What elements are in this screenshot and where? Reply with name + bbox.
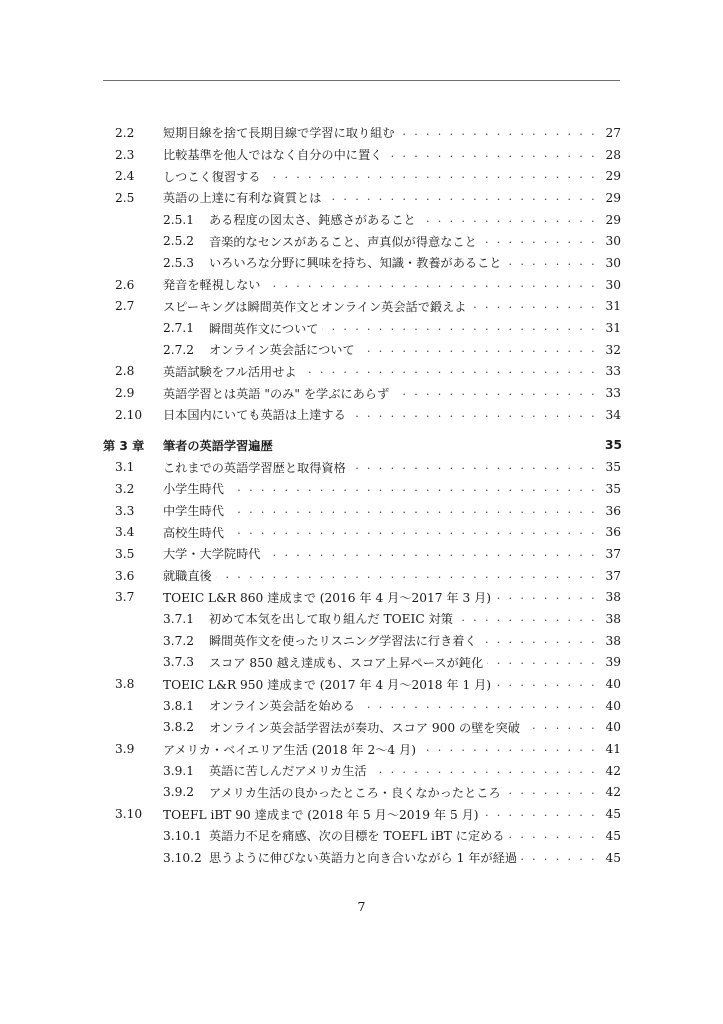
toc-entry[interactable] xyxy=(103,144,621,166)
toc-entry-page: 41 xyxy=(605,742,621,757)
dot-leader xyxy=(359,343,597,357)
toc-entry-page: 37 xyxy=(605,546,621,561)
toc-entry-title: TOEIC L&R 860 達成まで (2016 年 4 月〜2017 年 3 月) xyxy=(163,589,495,606)
toc-entry[interactable] xyxy=(103,456,621,478)
toc-entry-number: 2.7 xyxy=(115,299,135,314)
toc-entry-title: 思うように伸びない英語力と向き合いながら 1 年が経過 xyxy=(209,849,521,866)
toc-entry-page: 42 xyxy=(605,785,621,800)
toc-entry-title: スコア 850 越え達成も、スコア上昇ペースが鈍化 xyxy=(209,654,487,671)
dot-leader xyxy=(481,634,597,648)
toc-entry-number: 3.2 xyxy=(115,481,135,496)
toc-entry[interactable] xyxy=(103,187,621,209)
toc-entry-page: 42 xyxy=(605,763,621,778)
header-rule xyxy=(103,80,620,81)
toc-entry-page: 45 xyxy=(605,828,621,843)
toc-entry-title: 日本国内にいても英語は上達する xyxy=(163,406,350,423)
toc-entry-number: 3.7.2 xyxy=(163,633,195,648)
toc-entry-page: 40 xyxy=(605,720,621,735)
toc-entry[interactable] xyxy=(103,673,621,695)
toc-entry-page: 35 xyxy=(605,438,622,453)
toc-entry[interactable] xyxy=(103,543,621,565)
toc-entry-number: 2.9 xyxy=(115,386,135,401)
toc-entry-number: 3.7.1 xyxy=(163,611,195,626)
toc-entry[interactable] xyxy=(103,230,621,252)
dot-leader xyxy=(359,699,597,713)
dot-leader xyxy=(487,655,597,669)
toc-entry-page: 38 xyxy=(605,590,621,605)
toc-entry-number: 3.10.1 xyxy=(163,828,202,843)
toc-entry-number: 第 3 章 xyxy=(103,438,145,453)
dot-leader xyxy=(399,126,597,140)
toc-entry-number: 3.7 xyxy=(115,590,135,605)
dot-leader xyxy=(420,742,597,756)
dot-leader xyxy=(483,807,597,821)
dot-leader xyxy=(216,569,597,583)
dot-leader xyxy=(350,460,597,474)
dot-leader xyxy=(495,590,597,604)
toc-entry-number: 2.5.1 xyxy=(163,212,195,227)
toc-entry-title: 高校生時代 xyxy=(163,524,228,541)
dot-leader xyxy=(524,720,597,734)
dot-leader xyxy=(322,321,597,335)
toc-entry-page: 29 xyxy=(605,212,621,227)
dot-leader xyxy=(506,256,598,270)
toc-entry-page: 29 xyxy=(605,169,621,184)
toc-entry[interactable] xyxy=(103,274,621,296)
toc-entry-title: オンライン英会話について xyxy=(209,341,359,358)
toc-entry-page: 28 xyxy=(605,147,621,162)
toc-entry-title: 比較基準を他人ではなく自分の中に置く xyxy=(163,146,386,163)
toc-entry-title: 英語に苦しんだアメリカ生活 xyxy=(209,762,371,779)
toc-entry-number: 3.1 xyxy=(115,460,135,475)
toc-entry[interactable] xyxy=(103,317,621,339)
toc-entry-number: 3.8.1 xyxy=(163,698,195,713)
toc-entry-number: 2.4 xyxy=(115,169,135,184)
table-of-contents xyxy=(103,122,621,868)
toc-entry-number: 2.7.2 xyxy=(163,342,195,357)
toc-entry[interactable] xyxy=(103,760,621,782)
toc-entry-page: 40 xyxy=(605,698,621,713)
toc-entry[interactable] xyxy=(103,296,621,318)
toc-entry-page: 32 xyxy=(605,342,621,357)
toc-entry-title: いろいろな分野に興味を持ち、知識・教養があること xyxy=(209,254,506,271)
toc-entry-title: 英語力不足を痛感、次の目標を TOEFL iBT に定める xyxy=(209,827,509,844)
dot-leader xyxy=(505,785,597,799)
toc-entry-number: 2.6 xyxy=(115,277,135,292)
toc-entry[interactable] xyxy=(103,565,621,587)
toc-entry-number: 3.8 xyxy=(115,677,135,692)
toc-entry-page: 30 xyxy=(605,234,621,249)
toc-entry-number: 2.5.2 xyxy=(163,234,195,249)
toc-entry-title: アメリカ生活の良かったところ・良くなかったところ xyxy=(209,784,505,801)
toc-entry-number: 3.6 xyxy=(115,568,135,583)
toc-entry-title: 就職直後 xyxy=(163,567,216,584)
toc-entry-number: 3.10 xyxy=(115,807,143,822)
toc-entry-title: オンライン英会話を始める xyxy=(209,697,359,714)
toc-entry-number: 3.9.1 xyxy=(163,763,195,778)
toc-entry-page: 36 xyxy=(605,503,621,518)
dot-leader xyxy=(495,677,597,691)
toc-chapter-entry[interactable] xyxy=(103,435,621,457)
toc-entry[interactable] xyxy=(103,738,621,760)
toc-entry-page: 40 xyxy=(605,677,621,692)
toc-entry-page: 30 xyxy=(605,255,621,270)
toc-entry-title: TOEFL iBT 90 達成まで (2018 年 5 月〜2019 年 5 月) xyxy=(163,806,483,823)
toc-entry-page: 35 xyxy=(605,481,621,496)
toc-entry-title: 音楽的なセンスがあること、声真似が得意なこと xyxy=(209,233,481,250)
toc-entry-number: 3.9 xyxy=(115,742,135,757)
toc-entry-number: 3.9.2 xyxy=(163,785,195,800)
toc-entry-page: 31 xyxy=(605,321,621,336)
dot-leader xyxy=(265,278,598,292)
toc-entry-page: 29 xyxy=(605,190,621,205)
toc-entry[interactable] xyxy=(103,608,621,630)
dot-leader xyxy=(393,386,597,400)
toc-entry-page: 34 xyxy=(605,407,621,422)
toc-entry-number: 2.7.1 xyxy=(163,321,195,336)
toc-entry-title: アメリカ・ベイエリア生活 (2018 年 2〜4 月) xyxy=(163,741,420,758)
toc-entry-title: オンライン英会話学習法が奏功、スコア 900 の壁を突破 xyxy=(209,719,524,736)
toc-entry[interactable] xyxy=(103,339,621,361)
toc-entry[interactable] xyxy=(103,847,621,869)
dot-leader xyxy=(228,504,597,518)
dot-leader xyxy=(457,612,597,626)
toc-entry[interactable] xyxy=(103,586,621,608)
toc-entry-number: 2.8 xyxy=(115,364,135,379)
toc-entry-number: 2.5.3 xyxy=(163,255,195,270)
toc-entry[interactable] xyxy=(103,209,621,231)
toc-entry-number: 2.5 xyxy=(115,190,135,205)
toc-entry-title: 瞬間英作文を使ったリスニング学習法に行き着く xyxy=(209,632,481,649)
toc-entry[interactable] xyxy=(103,404,621,426)
dot-leader xyxy=(301,364,597,378)
toc-entry[interactable] xyxy=(103,165,621,187)
toc-entry-number: 3.3 xyxy=(115,503,135,518)
toc-entry-number: 3.5 xyxy=(115,546,135,561)
toc-entry-title: しつこく復習する xyxy=(163,168,265,185)
toc-entry[interactable] xyxy=(103,652,621,674)
dot-leader xyxy=(228,525,597,539)
toc-entry-page: 33 xyxy=(605,364,621,379)
toc-entry-title: 瞬間英作文について xyxy=(209,320,322,337)
toc-entry-title: 英語の上達に有利な資質とは xyxy=(163,189,325,206)
toc-entry-number: 3.8.2 xyxy=(163,720,195,735)
toc-entry-title: 中学生時代 xyxy=(163,502,228,519)
toc-entry-number: 2.3 xyxy=(115,147,135,162)
toc-entry-page: 36 xyxy=(605,525,621,540)
dot-leader xyxy=(228,482,597,496)
toc-entry-title: スピーキングは瞬間英作文とオンライン英会話で鍛えよ xyxy=(163,298,470,315)
toc-entry[interactable] xyxy=(103,478,621,500)
toc-entry-number: 2.10 xyxy=(115,407,143,422)
toc-entry[interactable] xyxy=(103,695,621,717)
toc-entry-page: 45 xyxy=(605,850,621,865)
toc-entry-page: 38 xyxy=(605,611,621,626)
toc-entry[interactable] xyxy=(103,803,621,825)
toc-entry-page: 45 xyxy=(605,807,621,822)
toc-entry-title: ある程度の図太さ、鈍感さがあること xyxy=(209,211,420,228)
dot-leader xyxy=(265,169,598,183)
toc-entry-number: 3.10.2 xyxy=(163,850,202,865)
toc-entry-page: 35 xyxy=(605,460,621,475)
dot-leader xyxy=(420,213,597,227)
toc-entry-title: 小学生時代 xyxy=(163,480,228,497)
toc-entry-page: 33 xyxy=(605,386,621,401)
page-number: 7 xyxy=(357,899,366,914)
toc-entry[interactable] xyxy=(103,382,621,404)
dot-leader xyxy=(509,829,597,843)
toc-entry-number: 3.7.3 xyxy=(163,655,195,670)
toc-entry-title: 初めて本気を出して取り組んだ TOEIC 対策 xyxy=(209,610,457,627)
toc-entry[interactable] xyxy=(103,782,621,804)
toc-entry[interactable] xyxy=(103,717,621,739)
toc-entry-title: TOEIC L&R 950 達成まで (2017 年 4 月〜2018 年 1 月) xyxy=(163,676,495,693)
toc-entry-page: 27 xyxy=(605,125,621,140)
toc-entry-title: 短期目線を捨て長期目線で学習に取り組む xyxy=(163,124,399,141)
toc-entry-page: 30 xyxy=(605,277,621,292)
toc-entry[interactable] xyxy=(103,361,621,383)
toc-entry-page: 31 xyxy=(605,299,621,314)
dot-leader xyxy=(481,234,597,248)
toc-entry[interactable] xyxy=(103,521,621,543)
toc-entry[interactable] xyxy=(103,252,621,274)
dot-leader xyxy=(470,299,597,313)
toc-entry-page: 39 xyxy=(605,655,621,670)
toc-entry[interactable] xyxy=(103,825,621,847)
toc-entry-page: 38 xyxy=(605,633,621,648)
toc-entry-title: 英語試験をフル活用せよ xyxy=(163,363,301,380)
toc-entry-title: 大学・大学院時代 xyxy=(163,545,265,562)
toc-entry-title: 発音を軽視しない xyxy=(163,276,265,293)
dot-leader xyxy=(521,851,597,865)
dot-leader xyxy=(386,148,597,162)
dot-leader xyxy=(371,764,597,778)
toc-entry-page: 37 xyxy=(605,568,621,583)
dot-leader xyxy=(325,191,597,205)
toc-entry-number: 3.4 xyxy=(115,525,135,540)
toc-entry-title: 英語学習とは英語 "のみ" を学ぶにあらず xyxy=(163,385,393,402)
toc-entry[interactable] xyxy=(103,630,621,652)
dot-leader xyxy=(350,408,597,422)
toc-entry-title: 筆者の英語学習遍歴 xyxy=(163,437,277,454)
toc-entry-title: これまでの英語学習歴と取得資格 xyxy=(163,459,350,476)
dot-leader xyxy=(265,547,598,561)
toc-entry[interactable] xyxy=(103,500,621,522)
toc-entry-number: 2.2 xyxy=(115,125,135,140)
toc-entry[interactable] xyxy=(103,122,621,144)
